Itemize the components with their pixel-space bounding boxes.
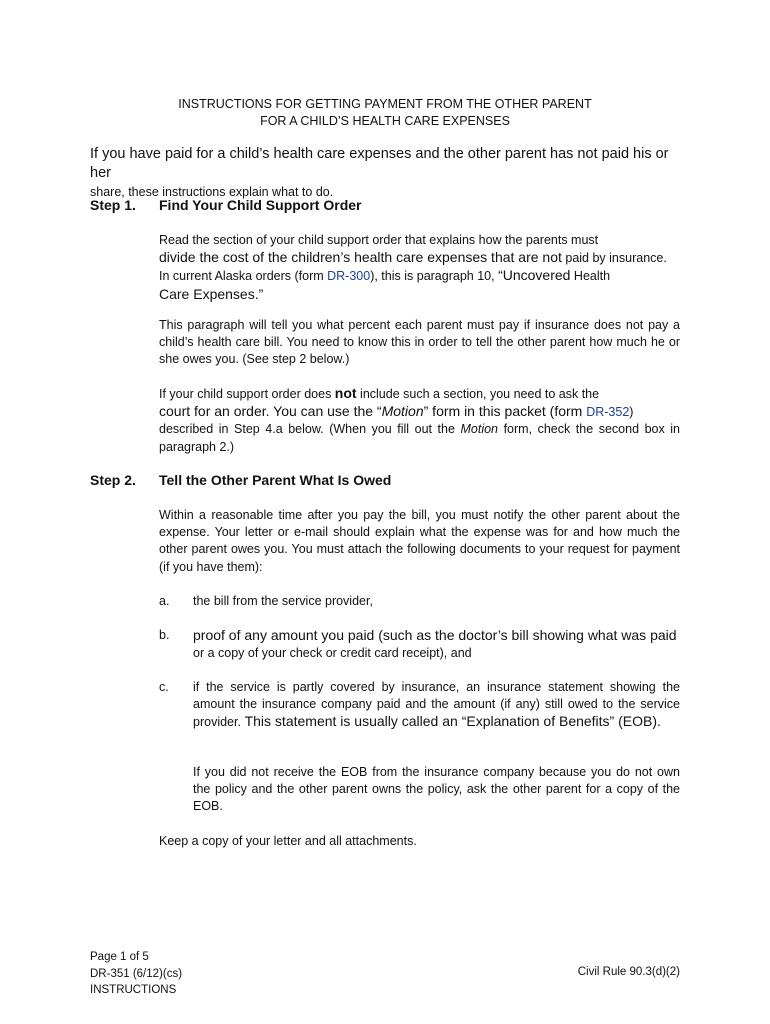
step1-label: Step 1. [90,197,136,213]
step1-p3-text-a: If your child support order does [159,387,335,401]
step1-p3-text-d: ” form in this packet (form [423,403,587,420]
page-number: Page 1 of 5 [90,951,149,963]
step1-paragraph-3 [159,385,680,456]
dr-300-link[interactable]: DR-300 [327,269,371,284]
list-text-a: the bill from the service provider, [193,594,373,608]
step1-p1-text-e: ), this is paragraph 10, [370,269,499,284]
step1-p3-motion-2: Motion [460,422,499,437]
step1-paragraph-2: This paragraph will tell you what percent each parent must pay if insurance does not pay a child’s health care bill. You need to know this in order to tell the other parent how much he or she owes you. (See step 2 below.) [159,318,680,367]
intro-text-2: share, these instructions explain what to do. [90,185,334,199]
footer-left [90,949,182,999]
list-text-b-line-1: proof of any amount you paid (such as the doctor’s bill showing what was paid [193,627,677,643]
step1-p3-motion: Motion [381,403,424,420]
step1-p1-text-g: Health [570,269,611,284]
list-text-c [193,679,680,732]
civil-rule: Civil Rule 90.3(d)(2) [577,966,680,978]
list-item-c [159,679,680,751]
step1-paragraph-1 [159,232,680,304]
eob-note: If you did not receive the EOB from the insurance company because you do not own the policy and the other parent owns the policy, ask the other parent for a copy of the EOB. [193,765,680,814]
form-number: DR-351 (6/12)(cs) [90,967,183,980]
step1-title: Find Your Child Support Order [159,197,362,213]
step1-p3-text-e: ) [629,405,634,420]
step1-p1-text-f: “Uncovered [498,267,571,284]
list-item-b [159,627,680,663]
dr-352-link[interactable]: DR-352 [586,405,630,420]
document-title-line-2: FOR A CHILD’S HEALTH CARE EXPENSES [260,114,510,128]
list-text-b-line-2: or a copy of your check or credit card receipt), and [193,646,472,661]
step2-paragraph-1: Within a reasonable time after you pay the bill, you must notify the other parent about the expense. Your letter or e-mail should explain what the expense was for and how much the other parent owes you. You must attach the following documents to your request for payment (if you have them): [159,508,680,574]
step1-p1-text-c: paid by insurance. [561,251,667,266]
list-item-a [159,593,680,611]
step1-p1-text-a: Read the section of your child support order that explains how the parents must [159,233,599,247]
intro-paragraph [90,145,682,202]
step2-title: Tell the Other Parent What Is Owed [159,472,392,488]
document-type: INSTRUCTIONS [90,984,177,996]
step1-p3-text-f: described in Step 4.a below. (When you fill out the [159,422,461,437]
list-text-c-part-2: This statement is usually called an “Explanation of Benefits” (EOB). [240,713,661,730]
step1-p1-text-d: In current Alaska orders (form [159,269,328,284]
step2-label: Step 2. [90,472,136,488]
step1-p3-text-c: court for an order. You can use the “ [159,403,382,420]
list-text-b [193,627,680,662]
list-letter-c: c. [159,680,169,694]
list-text-c-part-1: if the service is partly covered by insurance, an insurance statement showing the amount the insurance company paid and the amount (if any) still owed to the service provider. [193,680,680,730]
step1-p1-text-b: divide the cost of the children’s health care expenses that are not [159,249,562,266]
step1-p1-text-h: Care Expenses.” [159,285,264,302]
step1-p3-text-b: include such a section, you need to ask the [356,387,600,401]
document-title-line-1: INSTRUCTIONS FOR GETTING PAYMENT FROM THE OTHER PARENT [178,97,592,111]
list-letter-a: a. [159,594,170,608]
keep-copy-note: Keep a copy of your letter and all attachments. [159,834,417,848]
step1-p3-text-g: form, check the second box in paragraph 2.) [159,422,680,454]
intro-text-1: If you have paid for a child’s health care expenses and the other parent has not paid his or her [90,146,669,181]
step1-p3-not: not [334,385,357,401]
list-letter-b: b. [159,628,170,642]
